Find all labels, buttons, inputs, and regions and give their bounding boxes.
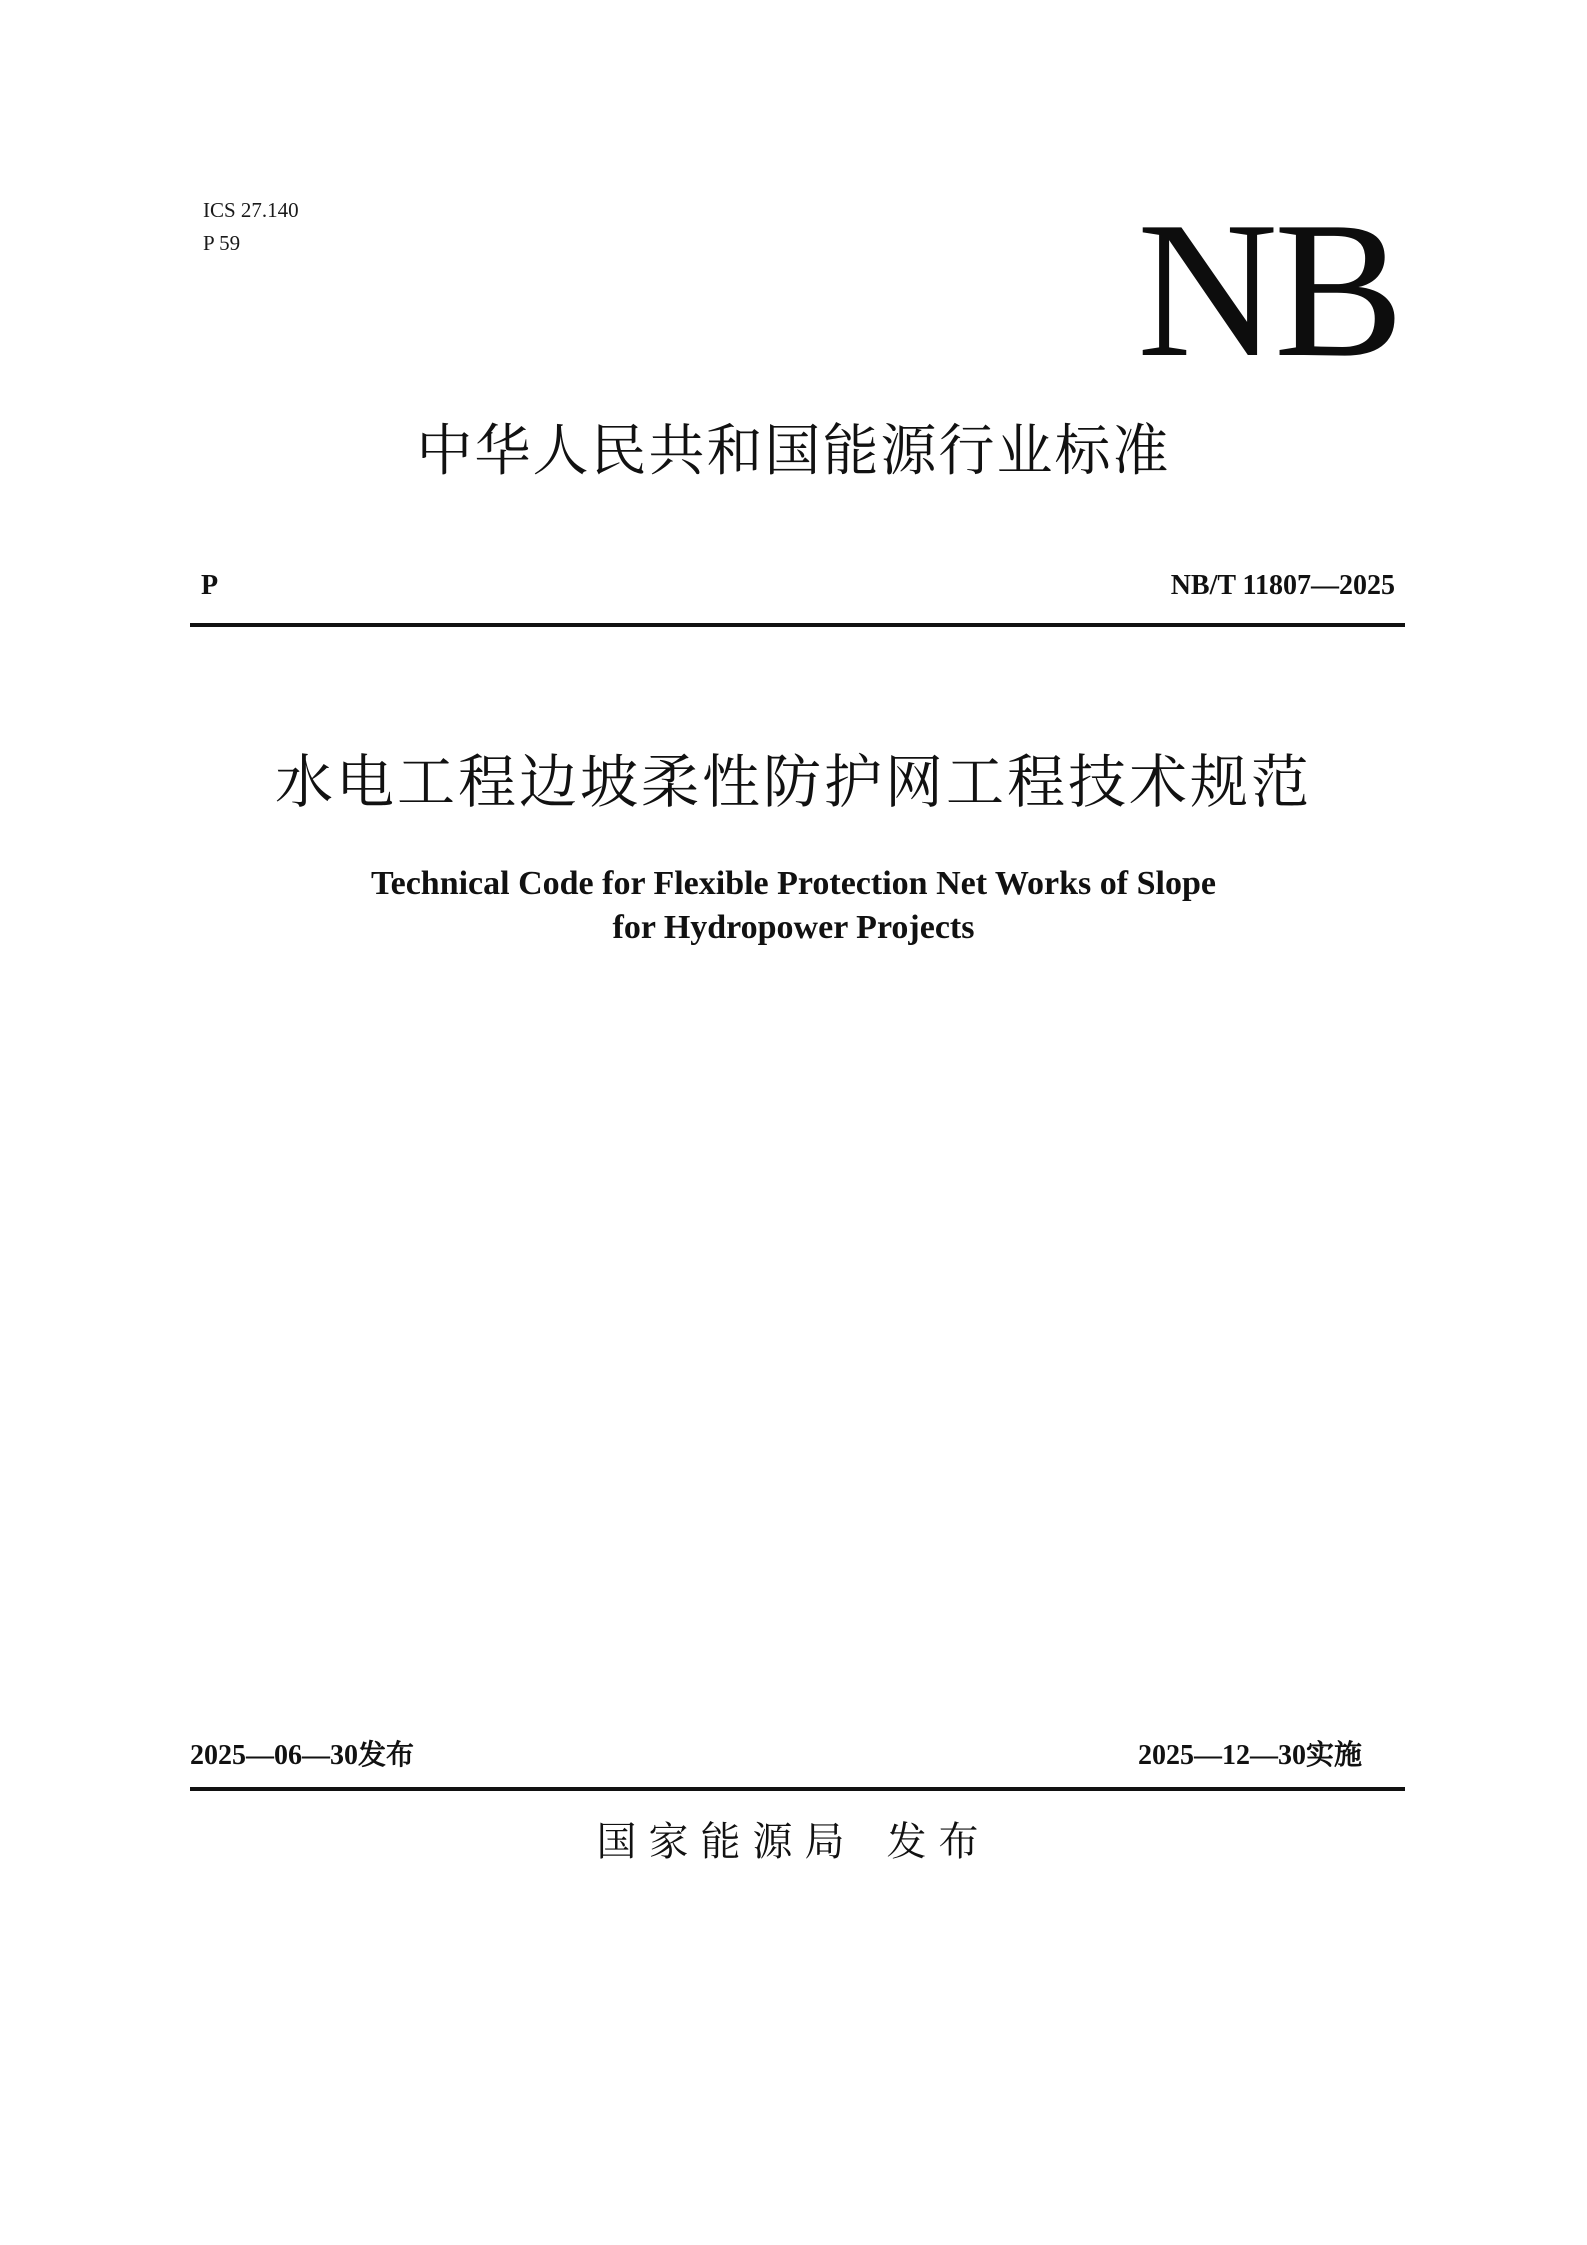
title-english (0, 862, 1587, 950)
top-divider (190, 623, 1405, 627)
bottom-divider (190, 1787, 1405, 1791)
category-letter: P (201, 570, 219, 601)
publisher-action: 发布 (886, 1819, 991, 1865)
issue-date: 2025—06—30发布 (190, 1740, 415, 1771)
title-chinese: 水电工程边坡柔性防护网工程技术规范 (274, 748, 1312, 816)
publisher-org: 国家能源局 (596, 1819, 857, 1865)
standard-number: NB/T 11807—2025 (1170, 570, 1395, 601)
standard-logo: NB (1137, 182, 1400, 398)
implementation-date: 2025—12—30实施 (1137, 1740, 1362, 1771)
standard-level-heading: 中华人民共和国能源行业标准 (416, 419, 1171, 484)
classification-codes (203, 194, 299, 260)
title-english-line-2: for Hydropower Projects (612, 909, 975, 946)
publisher-line (0, 1812, 1587, 1872)
title-english-line-1: Technical Code for Flexible Protection Net Works of Slope (371, 865, 1216, 902)
ics-code: ICS 27.140 (203, 198, 299, 222)
category-code: P 59 (203, 231, 241, 255)
